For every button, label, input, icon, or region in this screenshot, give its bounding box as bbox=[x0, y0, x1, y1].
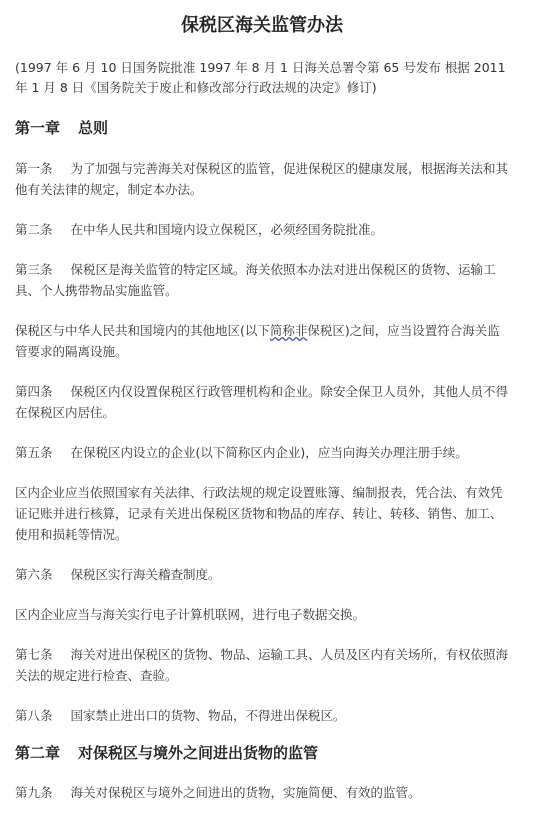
article-6-paragraph-2: 区内企业应当与海关实行电子计算机联网，进行电子数据交换。 bbox=[15, 607, 366, 622]
article-text: 保税区内仅设置保税区行政管理机构和企业。除安全保卫人员外，其他人员不得在保税区内居住。 bbox=[15, 384, 509, 420]
document bbox=[15, 0, 509, 803]
document-meta: (1997 年 6 月 10 日国务院批准 1997 年 8 月 1 日海关总署令第 65 号发布 根据 2011 年 1 月 8 日《国务院关于废止和修改部分行政法规的决定》修订) bbox=[15, 60, 506, 95]
article-5-paragraph-2: 区内企业应当依照国家有关法律、行政法规的规定设置账簿、编制报表，凭合法、有效凭证记账并进行核算，记录有关进出保税区货物和物品的库存、转让、转移、销售、加工、使用和损耗等情况。 bbox=[15, 485, 503, 542]
spellcheck-underlined-text: 简称非 bbox=[269, 323, 308, 338]
chapter-number: 第二章 bbox=[15, 744, 61, 762]
article-number: 第八条 bbox=[15, 708, 53, 723]
article-text: 为了加强与完善海关对保税区的监管，促进保税区的健康发展，根据海关法和其他有关法律的规定，制定本办法。 bbox=[15, 161, 509, 197]
article-text: 国家禁止进出口的货物、物品，不得进出保税区。 bbox=[70, 708, 346, 723]
chapter-1-heading bbox=[15, 117, 509, 139]
article-5 bbox=[15, 442, 509, 463]
article-text: 海关对进出保税区的货物、物品、运输工具、人员及区内有关场所，有权依照海关法的规定进行检查、查验。 bbox=[15, 647, 509, 683]
article-text: 在中华人民共和国境内设立保税区，必须经国务院批准。 bbox=[70, 222, 384, 237]
article-number: 第二条 bbox=[15, 222, 53, 237]
article-number: 第七条 bbox=[15, 647, 53, 662]
article-number: 第九条 bbox=[15, 785, 53, 800]
article-3 bbox=[15, 259, 509, 301]
chapter-title: 总则 bbox=[78, 119, 109, 137]
article-number: 第四条 bbox=[15, 384, 53, 399]
article-8 bbox=[15, 705, 509, 726]
chapter-2-heading bbox=[15, 742, 509, 764]
chapter-number: 第一章 bbox=[15, 119, 61, 137]
paragraph-text-start: 保税区与中华人民共和国境内的其他地区(以下 bbox=[15, 323, 270, 338]
article-number: 第五条 bbox=[15, 445, 53, 460]
article-3-paragraph-2 bbox=[15, 320, 509, 362]
paragraph-text-end: 保税区)之间，应当设置符合海关监管要求的隔离设施。 bbox=[15, 323, 500, 359]
article-6 bbox=[15, 564, 509, 585]
article-2 bbox=[15, 219, 509, 240]
article-7 bbox=[15, 644, 509, 686]
article-1 bbox=[15, 158, 509, 200]
article-number: 第三条 bbox=[15, 262, 53, 277]
article-text: 海关对保税区与境外之间进出的货物，实施简便、有效的监管。 bbox=[70, 785, 421, 800]
article-number: 第六条 bbox=[15, 567, 53, 582]
article-text: 保税区是海关监管的特定区域。海关依照本办法对进出保税区的货物、运输工具、个人携带物品实施监管。 bbox=[15, 262, 496, 298]
article-text: 保税区实行海关稽查制度。 bbox=[70, 567, 221, 582]
article-9 bbox=[15, 782, 509, 803]
article-text: 在保税区内设立的企业(以下简称区内企业)，应当向海关办理注册手续。 bbox=[70, 445, 468, 460]
document-title: 保税区海关监管办法 bbox=[181, 15, 343, 36]
article-4 bbox=[15, 381, 509, 423]
chapter-title: 对保税区与境外之间进出货物的监管 bbox=[78, 744, 319, 762]
article-number: 第一条 bbox=[15, 161, 53, 176]
